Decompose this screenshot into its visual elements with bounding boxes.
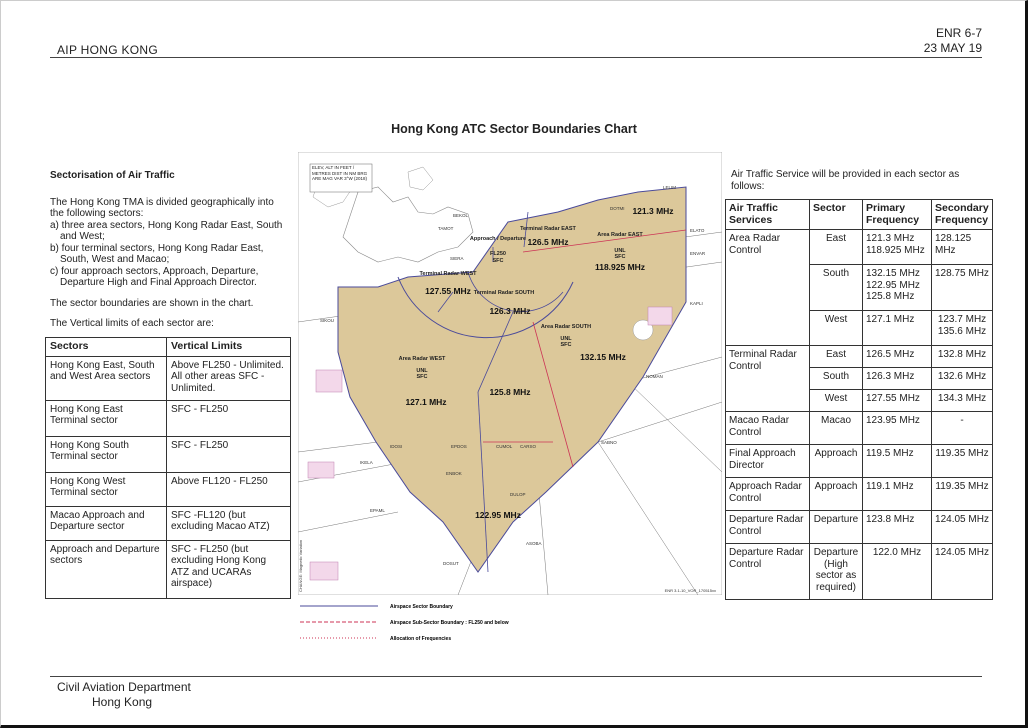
- list-item: b) four terminal sectors, Hong Kong Radar East, South, West and Macao;: [50, 242, 264, 265]
- waypoint: DOSUT: [443, 561, 459, 566]
- primary-cell: 119.1 MHz: [863, 478, 932, 511]
- primary-cell: 132.15 MHz 122.95 MHz 125.8 MHz: [863, 265, 932, 311]
- waypoint: BEKOL: [453, 213, 469, 218]
- sector-cell: East: [810, 230, 863, 265]
- waypoint: CARSO: [520, 444, 537, 449]
- limit-cell: SFC - FL250: [167, 400, 291, 436]
- sector-cell: Approach: [810, 478, 863, 511]
- freq-area-east-2: 118.925 MHz: [594, 262, 646, 272]
- limit-cell: Above FL250 - Unlimited. All other areas SFC - Unlimited.: [167, 356, 291, 400]
- secondary-cell: 124.05 MHz: [932, 544, 993, 600]
- service-cell: Approach Radar Control: [726, 478, 810, 511]
- secondary-cell: 132.6 MHz: [932, 368, 993, 390]
- vertical-intro-text: The Vertical limits of each sector are:: [50, 318, 214, 329]
- page-reference: [924, 26, 982, 56]
- waypoint: SIERA: [450, 256, 464, 261]
- sector-cell: Approach: [810, 445, 863, 478]
- service-intro: Air Traffic Service will be provided in each sector as follows:: [731, 169, 960, 192]
- column-header: Primary Frequency: [863, 200, 932, 230]
- waypoint: ELATO: [690, 228, 705, 233]
- sector-cell: Hong Kong East, South and West Area sectors: [46, 356, 167, 400]
- frequency-table: [725, 199, 993, 600]
- freq-terminal-south: 126.3 MHz: [489, 306, 531, 316]
- publication-name: AIP HONG KONG: [57, 43, 159, 57]
- sector-cell: Departure: [810, 511, 863, 544]
- terminal-west-label: Terminal Radar WEST: [419, 271, 477, 277]
- map-legend: [298, 598, 722, 648]
- list-item: a) three area sectors, Hong Kong Radar East, South and West;: [50, 219, 283, 242]
- sector-cell: Hong Kong East Terminal sector: [46, 400, 167, 436]
- freq-south-mid: 125.8 MHz: [489, 387, 531, 397]
- primary-cell: 127.55 MHz: [863, 390, 932, 412]
- sector-cell: Departure (High sector as required): [810, 544, 863, 600]
- sector-cell: South: [810, 368, 863, 390]
- approach-sfc: SFC: [492, 258, 504, 264]
- waypoint: IKELA: [360, 460, 373, 465]
- legend-subsector-text: Airspace Sub-Sector Boundary : FL250 and below: [390, 620, 509, 626]
- freq-area-east-top: 121.3 MHz: [632, 206, 674, 216]
- section-heading: Sectorisation of Air Traffic: [50, 170, 175, 181]
- service-cell: Final Approach Director: [726, 445, 810, 478]
- waypoint: SABNO: [601, 440, 617, 445]
- area-south-label: Area Radar SOUTH: [540, 324, 592, 330]
- table-row: [726, 412, 993, 445]
- waypoint: NOMAN: [646, 374, 663, 379]
- primary-cell: 122.0 MHz: [863, 544, 932, 600]
- waypoint: EPDOS: [451, 444, 467, 449]
- table-row: [726, 511, 993, 544]
- restricted-area: [310, 562, 338, 580]
- chart-title: Hong Kong ATC Sector Boundaries Chart: [391, 122, 637, 136]
- secondary-cell: 123.7 MHz 135.6 MHz: [932, 311, 993, 346]
- table-row: [46, 356, 291, 400]
- secondary-cell: 128.125 MHz: [932, 230, 993, 265]
- sector-cell: East: [810, 346, 863, 368]
- sector-cell: West: [810, 390, 863, 412]
- sector-cell: Macao Approach and Departure sector: [46, 506, 167, 540]
- service-cell: Area Radar Control: [726, 230, 810, 346]
- service-cell: Terminal Radar Control: [726, 346, 810, 412]
- terminal-south-label: Terminal Radar SOUTH: [473, 290, 535, 296]
- freq-south-low: 122.95 MHz: [475, 510, 521, 520]
- map-note: ELEV, ALT IN FEET / METRES DIST IN NM BRG ARE MAG VAR 3°W (2018): [312, 165, 368, 181]
- primary-cell: 119.5 MHz: [863, 445, 932, 478]
- terminal-east-label: Terminal Radar EAST: [520, 226, 576, 232]
- waypoint: DULOP: [510, 492, 526, 497]
- table-header-row: [46, 338, 291, 357]
- freq-area-south: 132.15 MHz: [580, 352, 626, 362]
- secondary-cell: 124.05 MHz: [932, 511, 993, 544]
- area-south-sfc: SFC: [560, 342, 572, 348]
- secondary-cell: 119.35 MHz: [932, 478, 993, 511]
- sector-cell: South: [810, 265, 863, 311]
- restricted-area: [648, 307, 672, 325]
- primary-cell: 121.3 MHz 118.925 MHz: [863, 230, 932, 265]
- footer-place: Hong Kong: [92, 695, 153, 709]
- secondary-cell: -: [932, 412, 993, 445]
- intro-text: The Hong Kong TMA is divided geographically into the following sectors:: [50, 196, 274, 219]
- secondary-cell: 132.8 MHz: [932, 346, 993, 368]
- limit-cell: SFC - FL250 (but excluding Hong Kong ATZ and UCARAs airspace): [167, 540, 291, 598]
- area-west-sfc: SFC: [416, 374, 428, 380]
- restricted-area: [316, 370, 342, 392]
- sectorisation-section: [50, 170, 290, 339]
- column-header: Sectors: [46, 338, 167, 357]
- list-item: c) four approach sectors, Approach, Departure, Departure High and Final Approach Director.: [50, 265, 259, 288]
- freq-area-west: 127.1 MHz: [405, 397, 447, 407]
- area-east-sfc: SFC: [614, 254, 626, 260]
- table-row: [46, 400, 291, 436]
- area-west-label: Area Radar WEST: [398, 356, 446, 362]
- secondary-cell: 119.35 MHz: [932, 445, 993, 478]
- sector-map: [298, 152, 722, 595]
- sector-cell: Hong Kong West Terminal sector: [46, 472, 167, 506]
- legend-frequency-text: Allocation of Frequencies: [390, 636, 452, 642]
- table-row: [46, 540, 291, 598]
- area-east-label: Area Radar EAST: [597, 232, 643, 238]
- primary-cell: 123.8 MHz: [863, 511, 932, 544]
- limit-cell: Above FL120 - FL250: [167, 472, 291, 506]
- approach-label: Approach / Departure: [469, 236, 527, 242]
- service-cell: Departure Radar Control: [726, 511, 810, 544]
- waypoint: ENBOK: [446, 471, 462, 476]
- waypoint: CUMOL: [496, 444, 513, 449]
- table-header-row: [726, 200, 993, 230]
- sector-cell: Hong Kong South Terminal sector: [46, 436, 167, 472]
- column-header: Air Traffic Services: [726, 200, 810, 230]
- header-rule: [50, 57, 982, 58]
- table-row: [726, 478, 993, 511]
- limit-cell: SFC -FL120 (but excluding Macao ATZ): [167, 506, 291, 540]
- waypoint: EPAML: [370, 508, 385, 513]
- footer-org: Civil Aviation Department: [57, 680, 191, 694]
- secondary-cell: 128.75 MHz: [932, 265, 993, 311]
- column-header: Sector: [810, 200, 863, 230]
- footer: [57, 680, 191, 710]
- waypoint: ENVAR: [690, 251, 706, 256]
- limit-cell: SFC - FL250: [167, 436, 291, 472]
- table-row: [46, 506, 291, 540]
- waypoint: DOTMI: [610, 206, 625, 211]
- sector-cell: Macao: [810, 412, 863, 445]
- primary-cell: 126.5 MHz: [863, 346, 932, 368]
- primary-cell: 126.3 MHz: [863, 368, 932, 390]
- service-cell: Departure Radar Control: [726, 544, 810, 600]
- waypoint: ASOBA: [526, 541, 542, 546]
- footer-rule: [50, 676, 982, 677]
- map-side-note: CHANGE: Magnetic Variation: [298, 539, 303, 592]
- service-cell: Macao Radar Control: [726, 412, 810, 445]
- area-west-unl: UNL: [416, 368, 428, 374]
- waypoint: IDOSI: [390, 444, 403, 449]
- table-row: [726, 346, 993, 368]
- secondary-cell: 134.3 MHz: [932, 390, 993, 412]
- column-header: Secondary Frequency: [932, 200, 993, 230]
- freq-terminal-west: 127.55 MHz: [425, 286, 471, 296]
- sector-cell: Approach and Departure sectors: [46, 540, 167, 598]
- effective-date: 23 MAY 19: [923, 41, 982, 55]
- area-east-unl: UNL: [614, 248, 626, 254]
- primary-cell: 123.95 MHz: [863, 412, 932, 445]
- waypoint: TAMOT: [438, 226, 454, 231]
- freq-terminal-east: 126.5 MHz: [527, 237, 569, 247]
- shown-text: The sector boundaries are shown in the chart.: [50, 297, 254, 309]
- area-south-unl: UNL: [560, 336, 572, 342]
- waypoint: LELIM: [663, 185, 677, 190]
- column-header: Vertical Limits: [167, 338, 291, 357]
- restricted-area: [308, 462, 334, 478]
- legend-sector-text: Airspace Sector Boundary: [390, 604, 453, 610]
- approach-limit: FL250: [490, 251, 506, 257]
- sector-cell: West: [810, 311, 863, 346]
- waypoint: KAPLI: [690, 301, 703, 306]
- primary-cell: 127.1 MHz: [863, 311, 932, 346]
- table-row: [726, 544, 993, 600]
- table-row: [726, 445, 993, 478]
- table-row: [46, 436, 291, 472]
- section-code: ENR 6-7: [935, 26, 982, 40]
- table-row: [46, 472, 291, 506]
- waypoint: SIKOU: [320, 318, 335, 323]
- map-reference: ENR 3.1-10_VOR_170515xx: [664, 588, 716, 593]
- table-row: [726, 230, 993, 265]
- vertical-limits-table: [45, 337, 291, 599]
